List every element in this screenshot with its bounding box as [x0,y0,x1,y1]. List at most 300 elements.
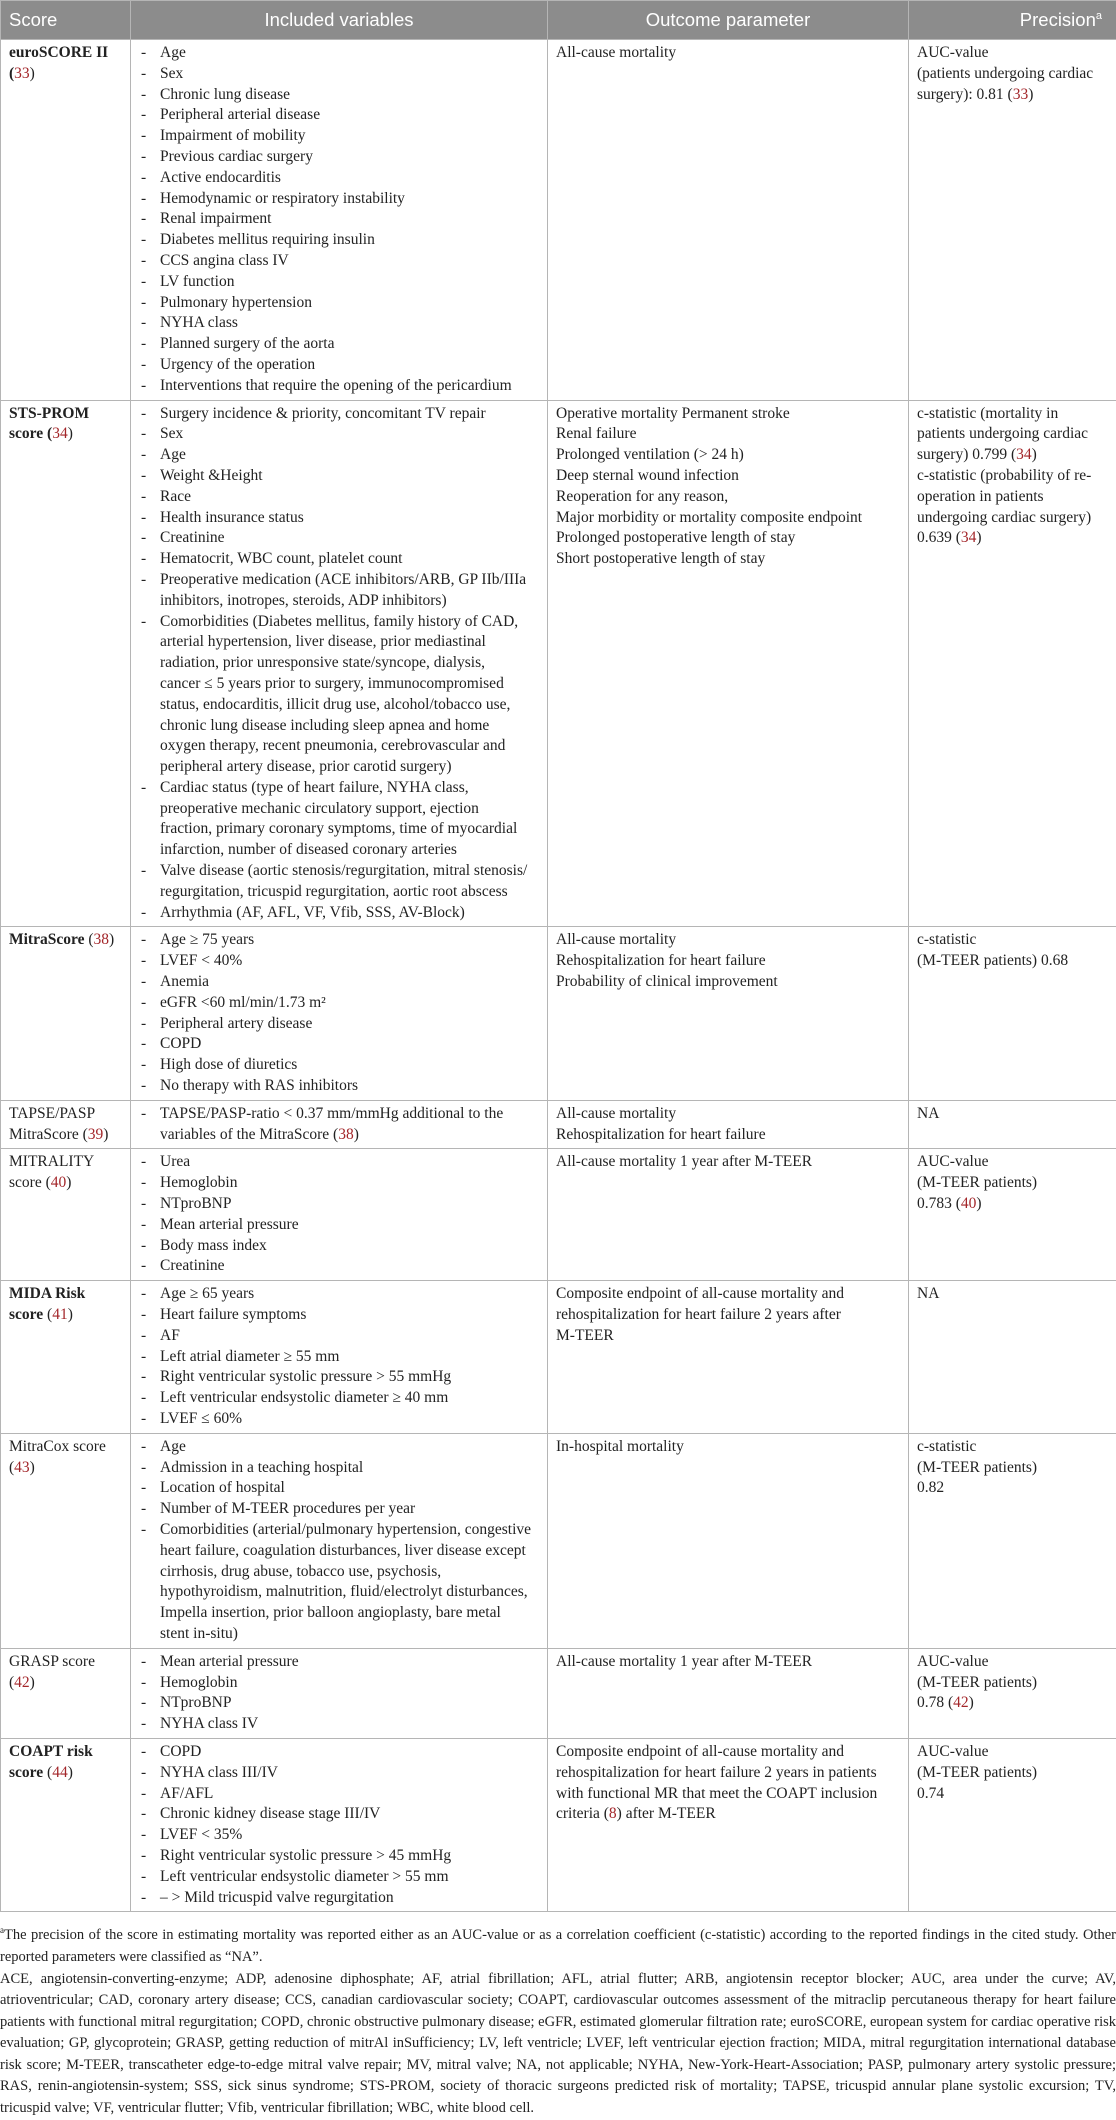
text-line [9,1284,122,1305]
text-segment: ) [976,1195,981,1212]
bullet-dash: - [141,1284,146,1305]
text-line: AF [160,1326,539,1347]
text-line: Hemoglobin [160,1673,539,1694]
list-item [139,1215,539,1236]
text-segment: surgery): 0.81 ( [917,86,1013,103]
text-line [9,424,122,445]
text-segment: ) [354,1126,359,1143]
text-segment: euroSCORE II [9,44,108,61]
text-line: NYHA class III/IV [160,1763,539,1784]
text-segment: TAPSE/PASP-ratio < 0.37 mm/mmHg additional to the [160,1105,503,1122]
text-line: cancer ≤ 5 years prior to surgery, immunocompromised [160,674,539,695]
table-row [1,1738,1116,1911]
bullet-dash: - [141,445,146,466]
text-line: Age [160,445,539,466]
citation-link[interactable]: 33 [14,65,30,82]
citation-link[interactable]: 43 [14,1459,30,1476]
bullet-dash: - [141,570,146,591]
bullet-dash: - [141,1763,146,1784]
outcome-parameter-cell [548,927,909,1100]
text-segment: (M-TEER patients) [917,1459,1037,1476]
text-line: Diabetes mellitus requiring insulin [160,230,539,251]
text-line [556,1742,900,1763]
precision-cell [909,927,1116,1100]
text-segment: (patients undergoing cardiac [917,65,1093,82]
included-variables-cell [131,1433,548,1648]
text-line: Comorbidities (arterial/pulmonary hypertension, congestive [160,1520,539,1541]
text-line: Peripheral arterial disease [160,105,539,126]
table-footnotes [0,1912,1116,2119]
text-line [9,1458,122,1479]
citation-link[interactable]: 8 [609,1805,617,1822]
text-line: NTproBNP [160,1194,539,1215]
score-name-cell [1,400,131,927]
text-segment: ) [66,1174,71,1191]
text-line: Right ventricular systolic pressure > 45 mmHg [160,1846,539,1867]
text-line: Pulmonary hypertension [160,293,539,314]
text-segment: MIDA Risk [9,1285,85,1302]
text-segment: ) after M-TEER [617,1805,716,1822]
text-line [160,1104,539,1125]
text-segment: (M-TEER patients) [917,1674,1037,1691]
text-line: Age [160,43,539,64]
included-variables-cell [131,1648,548,1738]
bullet-dash: - [141,1326,146,1347]
text-segment: STS-PROM [9,405,89,422]
list-item [139,1437,539,1458]
text-line: No therapy with RAS inhibitors [160,1076,539,1097]
text-line: preoperative mechanic circulatory support, ejection [160,799,539,820]
score-name-cell [1,40,131,401]
text-segment: c-statistic [917,1438,976,1455]
text-segment: AUC-value [917,1153,988,1170]
text-line [556,1305,900,1326]
text-segment: ) [969,1694,974,1711]
table-row [1,1100,1116,1149]
list-item [139,424,539,445]
citation-link[interactable]: 34 [52,425,68,442]
list-item [139,272,539,293]
bullet-dash: - [141,1520,146,1541]
text-line [556,1784,900,1805]
text-segment: MitraScore ( [9,1126,88,1143]
text-line: High dose of diuretics [160,1055,539,1076]
text-segment: c-statistic (probability of re- [917,467,1091,484]
text-line [917,466,1108,487]
text-line: Previous cardiac surgery [160,147,539,168]
text-segment: Probability of clinical improvement [556,973,778,990]
list-item [139,1888,539,1909]
score-name-cell [1,1149,131,1281]
variables-list [139,1742,539,1908]
bullet-dash: - [141,612,146,633]
text-line: Urea [160,1152,539,1173]
bullet-dash: - [141,1652,146,1673]
variables-list [139,43,539,397]
list-item [139,209,539,230]
text-segment: 0.783 ( [917,1195,961,1212]
footnote-a [0,1920,1116,1968]
list-item [139,189,539,210]
bullet-dash: - [141,1714,146,1735]
header-included-variables: Included variables [131,1,548,40]
text-segment: undergoing cardiac surgery) [917,509,1091,526]
text-line: Chronic lung disease [160,85,539,106]
bullet-dash: - [141,778,146,799]
precision-cell [909,1738,1116,1911]
text-line [556,528,900,549]
text-line [917,1152,1108,1173]
text-line: Surgery incidence & priority, concomitant TV repair [160,404,539,425]
precision-cell [909,1281,1116,1434]
list-item [139,1784,539,1805]
bullet-dash: - [141,105,146,126]
abbreviations: ACE, angiotensin-converting-enzyme; ADP, adenosine diphosphate; AF, atrial fibrillation; AFL, atrial flutter; ARB, angiotensin receptor blocker; AUC, area under the curve; AV, atrioventricular; CAD, coronary artery disease; CCS, canadian cardiovascular society; COAPT, cardiovascular outcomes assessment of the mitraclip percutaneous therapy for heart failure patients with functional mitral regurgitation; COPD, chronic obstructive pulmonary disease; eGFR, estimated glomerular filtration rate; euroSCORE, european system for cardiac operative risk evaluation; GP, glycoprotein; GRASP, getting reduction of mitrAl inSufficiency; LV, left ventricle; LVEF, left ventricular ejection fraction; MIDA, mitral regurgitation international database risk score; M-TEER, transcatheter edge-to-edge mitral valve repair; MV, mitral valve; NA, not applicable; NYHA, New-York-Heart-Association; PASP, pulmonary artery systolic pressure; RAS, renin-angiotensin-system; SSS, sick sinus syndrome; STS-PROM, society of thoracic surgeons predicted risk of mortality; TAPSE, tricuspid annular plane systolic excursion; TV, tricuspid valve; VF, ventricular flutter; Vfib, ventricular fibrillation; WBC, white blood cell. [0,1969,1116,2120]
text-segment: ) [68,1764,73,1781]
text-line: Right ventricular systolic pressure > 55 mmHg [160,1367,539,1388]
bullet-dash: - [141,1888,146,1909]
table-row [1,1281,1116,1434]
list-item [139,1763,539,1784]
citation-link[interactable]: 38 [338,1126,354,1143]
header-outcome-parameter: Outcome parameter [548,1,909,40]
list-item [139,1714,539,1735]
list-item [139,1152,539,1173]
precision-cell [909,1100,1116,1149]
text-segment: NA [917,1105,939,1122]
list-item [139,1367,539,1388]
list-item [139,1305,539,1326]
bullet-dash: - [141,334,146,355]
footnote-text: The precision of the score in estimating mortality was reported either as an AUC-value or as a correlation coefficient (c-statistic) according to the reported findings in the cited study. Other reported parameters were classified as “NA”. [0,1927,1116,1965]
bullet-dash: - [141,1478,146,1499]
text-segment: ) [30,1459,35,1476]
text-segment: Composite endpoint of all-cause mortality and [556,1285,844,1302]
text-line [556,972,900,993]
text-segment: Reoperation for any reason, [556,488,728,505]
list-item [139,1478,539,1499]
text-line [556,549,900,570]
bullet-dash: - [141,189,146,210]
bullet-dash: - [141,549,146,570]
bullet-dash: - [141,1784,146,1805]
text-segment: NA [917,1285,939,1302]
text-line [556,1804,900,1825]
outcome-parameter-cell [548,1281,909,1434]
text-segment: c-statistic (mortality in [917,405,1058,422]
text-line [556,466,900,487]
list-item [139,1104,539,1146]
list-item [139,1846,539,1867]
list-item [139,147,539,168]
text-line [9,1104,122,1125]
bullet-dash: - [141,272,146,293]
text-segment: Composite endpoint of all-cause mortality and [556,1743,844,1760]
text-line: Urgency of the operation [160,355,539,376]
citation-link[interactable]: 40 [961,1195,977,1212]
text-line: Mean arterial pressure [160,1215,539,1236]
citation-link[interactable]: 44 [52,1764,68,1781]
list-item [139,293,539,314]
text-segment: with functional MR that meet the COAPT inclusion [556,1785,877,1802]
text-segment: surgery) 0.799 ( [917,446,1016,463]
text-segment: 0.639 ( [917,529,961,546]
text-line: Hematocrit, WBC count, platelet count [160,549,539,570]
text-line [917,85,1108,106]
list-item [139,334,539,355]
text-line [556,1326,900,1347]
text-line: Cardiac status (type of heart failure, NYHA class, [160,778,539,799]
text-line [9,1437,122,1458]
variables-list [139,930,539,1096]
text-line: Hemodynamic or respiratory instability [160,189,539,210]
bullet-dash: - [141,293,146,314]
text-line: Arrhythmia (AF, AFL, VF, Vfib, SSS, AV-Block) [160,903,539,924]
text-line: eGFR <60 ml/min/1.73 m² [160,993,539,1014]
outcome-parameter-cell [548,1648,909,1738]
text-line: Weight &Height [160,466,539,487]
text-segment: AUC-value [917,1743,988,1760]
text-line: NYHA class [160,313,539,334]
outcome-parameter-cell [548,1433,909,1648]
text-segment: ) [1032,446,1037,463]
citation-link[interactable]: 40 [51,1174,67,1191]
list-item [139,445,539,466]
table-row [1,1149,1116,1281]
text-line: LVEF < 40% [160,951,539,972]
text-line [556,1104,900,1125]
text-segment: rehospitalization for heart failure 2 years after [556,1306,841,1323]
text-line: Age [160,1437,539,1458]
text-segment: ( [43,1764,52,1781]
bullet-dash: - [141,1055,146,1076]
bullet-dash: - [141,466,146,487]
text-segment: Renal failure [556,425,636,442]
bullet-dash: - [141,861,146,882]
text-line [917,1458,1108,1479]
list-item [139,355,539,376]
text-segment: ( [9,1459,14,1476]
text-line [917,1194,1108,1215]
text-segment: Short postoperative length of stay [556,550,765,567]
text-line [9,64,122,85]
bullet-dash: - [141,1014,146,1035]
text-line: Mean arterial pressure [160,1652,539,1673]
precision-cell [909,1433,1116,1648]
list-item [139,972,539,993]
text-segment: ( [9,65,14,82]
variables-list [139,1652,539,1735]
citation-link[interactable]: 42 [14,1674,30,1691]
header-precision-footnote-mark: a [1096,10,1102,22]
text-line: CCS angina class IV [160,251,539,272]
bullet-dash: - [141,424,146,445]
text-segment: All-cause mortality [556,931,676,948]
bullet-dash: - [141,1673,146,1694]
list-item [139,43,539,64]
text-line: Impairment of mobility [160,126,539,147]
citation-link[interactable]: 41 [52,1306,68,1323]
bullet-dash: - [141,903,146,924]
included-variables-cell [131,927,548,1100]
text-segment: All-cause mortality 1 year after M-TEER [556,1653,812,1670]
bullet-dash: - [141,1846,146,1867]
text-line: fraction, primary coronary symptoms, time of myocardial [160,819,539,840]
citation-link[interactable]: 39 [88,1126,104,1143]
list-item [139,903,539,924]
bullet-dash: - [141,85,146,106]
variables-list [139,1104,539,1146]
text-line: Admission in a teaching hospital [160,1458,539,1479]
list-item [139,1014,539,1035]
text-segment: ) [1028,86,1033,103]
table-body [1,40,1116,1912]
list-item [139,105,539,126]
text-segment: 0.74 [917,1785,944,1802]
table-header-row [1,1,1116,40]
bullet-dash: - [141,1437,146,1458]
bullet-dash: - [141,1458,146,1479]
text-line: Sex [160,64,539,85]
list-item [139,1076,539,1097]
variables-list [139,1152,539,1277]
text-segment: COAPT risk [9,1743,93,1760]
text-line [917,404,1108,425]
text-line: Impella insertion, prior balloon angioplasty, bare metal [160,1603,539,1624]
text-line [556,445,900,466]
text-line [556,1284,900,1305]
list-item [139,528,539,549]
outcome-parameter-cell [548,1738,909,1911]
text-line [556,1652,900,1673]
list-item [139,487,539,508]
text-line [917,43,1108,64]
citation-link[interactable]: 34 [961,529,977,546]
text-segment: MitraCox score [9,1438,106,1455]
bullet-dash: - [141,1034,146,1055]
bullet-dash: - [141,1152,146,1173]
citation-link[interactable]: 38 [94,931,110,948]
score-name-cell [1,1281,131,1434]
text-line: Age ≥ 75 years [160,930,539,951]
text-segment: score [9,1764,43,1781]
text-line: cirrhosis, drug abuse, tobacco use, psychosis, [160,1562,539,1583]
precision-cell [909,40,1116,401]
list-item [139,1034,539,1055]
text-line: LV function [160,272,539,293]
list-item [139,612,539,778]
text-segment: ( [84,931,93,948]
included-variables-cell [131,1100,548,1149]
list-item [139,376,539,397]
list-item [139,1388,539,1409]
list-item [139,1499,539,1520]
list-item [139,466,539,487]
precision-cell [909,400,1116,927]
text-line [917,1104,1108,1125]
text-line: infarction, number of diseased coronary arteries [160,840,539,861]
list-item [139,1673,539,1694]
variables-list [139,404,539,924]
text-line [917,64,1108,85]
text-line: Preoperative medication (ACE inhibitors/ARB, GP IIb/IIIa [160,570,539,591]
text-segment: M-TEER [556,1327,614,1344]
citation-link[interactable]: 33 [1013,86,1029,103]
text-segment: Prolonged ventilation (> 24 h) [556,446,744,463]
list-item [139,230,539,251]
list-item [139,1804,539,1825]
text-line [9,1652,122,1673]
bullet-dash: - [141,1194,146,1215]
text-line: Age ≥ 65 years [160,1284,539,1305]
text-line: Active endocarditis [160,168,539,189]
text-line [9,1305,122,1326]
text-line [9,1152,122,1173]
list-item [139,1693,539,1714]
text-line: COPD [160,1034,539,1055]
bullet-dash: - [141,1215,146,1236]
text-segment: operation in patients [917,488,1044,505]
text-segment: ) [976,529,981,546]
bullet-dash: - [141,1173,146,1194]
list-item [139,168,539,189]
bullet-dash: - [141,43,146,64]
text-line [9,1673,122,1694]
text-line [917,1693,1108,1714]
bullet-dash: - [141,951,146,972]
text-segment: (M-TEER patients) [917,1764,1037,1781]
text-line: – > Mild tricuspid valve regurgitation [160,1888,539,1909]
list-item [139,508,539,529]
text-line: Chronic kidney disease stage III/IV [160,1804,539,1825]
bullet-dash: - [141,209,146,230]
text-line [556,951,900,972]
precision-cell [909,1149,1116,1281]
text-line [917,1437,1108,1458]
text-line: Planned surgery of the aorta [160,334,539,355]
text-line [9,43,122,64]
bullet-dash: - [141,1236,146,1257]
text-segment: ) [109,931,114,948]
score-name-cell [1,1433,131,1648]
list-item [139,404,539,425]
list-item [139,1347,539,1368]
bullet-dash: - [141,1409,146,1430]
text-segment: ) [30,1674,35,1691]
included-variables-cell [131,1281,548,1434]
text-segment: ) [30,65,35,82]
text-line [917,1742,1108,1763]
score-name-cell [1,1648,131,1738]
list-item [139,126,539,147]
text-line: status, endocarditis, illicit drug use, alcohol/tobacco use, [160,695,539,716]
text-segment: rehospitalization for heart failure 2 years in patients [556,1764,877,1781]
list-item [139,1173,539,1194]
table-row [1,1433,1116,1648]
citation-link[interactable]: 42 [953,1694,969,1711]
text-segment: Deep sternal wound infection [556,467,739,484]
list-item [139,951,539,972]
citation-link[interactable]: 34 [1016,446,1032,463]
text-line [556,930,900,951]
text-line [917,1763,1108,1784]
text-line [556,1125,900,1146]
text-line: AF/AFL [160,1784,539,1805]
list-item [139,1194,539,1215]
list-item [139,64,539,85]
list-item [139,85,539,106]
bullet-dash: - [141,251,146,272]
